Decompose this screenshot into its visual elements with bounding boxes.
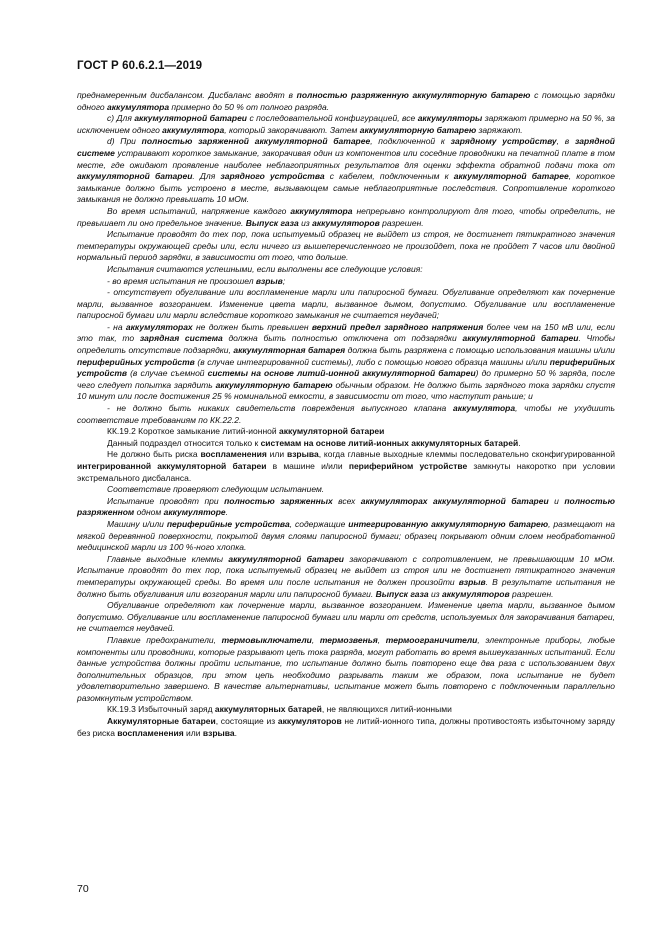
paragraph [77,496,615,519]
paragraph [77,426,615,438]
page-number: 70 [77,883,89,895]
text-run: и [548,495,565,506]
bold-term: периферийных устройств [77,356,616,379]
bold-term: воспламенения [117,727,184,738]
bold-term: полностью заряженных [224,495,333,506]
bold-term: периферийные устройства [166,518,290,529]
text-run: ) до примерно 50 % заряда, после чего следует попытка зарядить [77,368,615,390]
text-run: или [183,727,203,738]
text-run: не должен быть превышен [192,321,312,332]
text-run: всех [332,495,361,506]
text-run: , [377,634,386,645]
text-run: обычным образом. Не должно быть зарядного тока зарядки спустя 10 минут или после достижения 25 % номинальной емкости, в зависимости от того, что наступит раньше; и [77,379,615,402]
text-run: из [298,217,313,228]
paragraph [77,206,615,229]
bold-term: аккумулятора [162,124,225,135]
text-run: Плавкие предохранители, [107,634,222,645]
text-run: , содержащие [289,518,349,529]
text-run: . Чтобы определить отсутствие подзарядки, [77,333,615,356]
bold-term: аккумуляторе [163,507,226,518]
text-run: , короткое замыкание должно быть устроено в месте, вызывающем самые неблагоприятные последствия. Сопротивление короткого замыкания не должно превышать 10 мОм. [77,171,615,205]
text-run: заряжают. [476,124,523,135]
text-run: одном [134,507,164,518]
text-run: (в случае съемной [127,368,208,379]
text-run: ; [282,275,286,286]
bold-term: периферийном устройстве [348,461,468,471]
text-run: . [518,437,521,448]
paragraph [77,322,615,403]
bold-term: аккумуляторной батареи [77,171,193,182]
paragraph [77,113,615,136]
text-run: замкнуты накоротко при условии экстремального дисбаланса. [77,461,615,483]
text-run: - на [107,321,126,332]
bold-term: верхний предел зарядного напряжения [311,321,484,332]
bold-term: аккумуляторной батареи [279,426,385,437]
text-run: должна быть полностью отключена от подзарядки [222,333,463,344]
text-run: Главные выходные клеммы [107,553,229,564]
text-run: , не являющихся литий-ионными [321,704,452,715]
text-run: в машине и/или [266,461,349,471]
paragraph [77,90,615,113]
text-run: Испытания считаются успешными, если выполнены все следующие условия: [107,263,423,274]
text-run: с кабелем, подключенным к [324,171,454,182]
bold-term: полностью заряженной аккумуляторной батарее [141,136,371,147]
bold-term: полностью разряженном [77,495,616,518]
bold-term: зарядного устройства [220,171,325,182]
text-run: . В результате испытания не должно быть обугливания или возгорания марли или папиросной бумаги. [77,576,615,599]
paragraph [77,519,615,554]
text-run: , чтобы не ухудшить соответствие требованиям по КК.22.2. [77,403,616,425]
bold-term: системам на основе литий-ионных аккумуляторных батарей [260,437,519,448]
text-run: с помощью зарядки одного [77,90,616,112]
text-run: Не должно быть риска [107,449,201,460]
text-run: должна быть разряжена с помощью использования машины и/или [345,345,615,356]
text-run: непрерывно контролируют для того, чтобы определить, не превышает ли оно предельное значение. [77,205,615,228]
document-body [77,90,615,739]
text-run: КК.19.2 Короткое замыкание литий-ионной [107,426,280,437]
text-run: Во время испытаний, напряжение каждого [107,205,291,216]
bold-term: зарядному устройству [450,136,557,147]
paragraph [77,264,615,276]
text-run: из [428,588,442,599]
bold-term: аккумуляторную батарею [359,124,477,135]
text-run: не литий-ионного типа, должны противостоять избыточному заряду без риска [77,716,616,738]
text-run: Машину и/или [107,518,167,529]
bold-term: интегрированную аккумуляторную батарею [348,518,549,529]
text-run: примерно до 50 % от полного разряда. [169,101,330,112]
text-run: КК.19.3 Избыточный заряд [107,704,215,715]
bold-term: аккумуляторной батареи [228,553,344,564]
paragraph [77,716,615,739]
text-run: разрешен. [509,588,554,599]
paragraph [77,600,615,635]
paragraph [77,704,615,716]
text-run: Обугливание определяют как почернение марли, вызванное возгоранием. Изменение цвета марли, вызванное дымом допустимо. Обугливание или воспламенение папиросной бумаги или марли от средств, используемых для закорачивания батареи, не считается неудачей. [77,600,615,634]
text-run: , размещают на мягкой деревянной поверхности, покрытой двумя слоями папиросной бумаги; образец покрывают одним слоем необработанной медицинской марли из 100 %-ного хлопка. [77,518,615,553]
text-run: заряжают примерно на 50 %, за исключением одного [77,113,615,135]
bold-term: зарядной системе [77,136,615,158]
paragraph [77,136,615,206]
bold-term: аккумуляторной батареи [462,333,579,344]
bold-term: взрыва [202,727,235,738]
text-run: , в [556,136,575,147]
paragraph [77,403,615,426]
bold-term: полностью разряженную аккумуляторную батарею [296,90,531,100]
bold-term: Аккумуляторные батареи [107,716,216,727]
text-run: - не должно быть никаких свидетельств повреждения выпускного клапана [107,403,454,414]
bold-term: термозвенья [319,634,378,645]
bold-term: периферийных устройств [77,356,195,367]
bold-term: зарядная система [139,333,223,344]
bold-term: аккумуляторной батареи [134,113,247,124]
paragraph [77,229,615,264]
text-run: преднамеренным дисбалансом. Дисбаланс вводят в [77,90,297,100]
paragraph [77,635,615,705]
text-run: Испытание проводят при [107,495,225,506]
bold-term: системы на основе литий-ионной аккумуляторной батареи [207,368,476,379]
text-run: c) Для [107,113,135,124]
bold-term: аккумуляторная батарея [233,345,346,356]
bold-term: взрыва [286,449,319,460]
text-run: разрешен. [379,217,424,228]
text-run: Соответствие проверяют следующим испытанием. [107,484,325,495]
bold-term: термовыключатели [221,634,312,645]
bold-term: аккумуляторных батарей [214,704,322,715]
paragraph [77,554,615,600]
bold-term: аккумулятора [453,403,516,414]
bold-term: аккумуляторов [312,217,380,228]
text-run: - отсутствует обугливание или воспламенение марли или папиросной бумаги. Обугливание определяют как почернение марли, вызванное возгоранием. Изменение цвета марли, вызванное дымом, допустимо. Обугливание или воспламенение папиросной бумаги или марли вследствие короткого замыкания не считается неудачей; [77,287,615,321]
text-run: d) При [107,136,142,147]
paragraph [77,438,615,450]
text-run: , электронные приборы, любые компоненты или проводники, которые разрывают цепь тока разряда, могут работать во время вышеуказанных испытаний. Если данные устройства должны пройти испытание, то испытание должно быть повторено еще два раза с использованием двух дополнительных образцов, при этом цепь необходимо разрывать таким же образом, пока испытание не будет удовлетворительно завершено. В качестве альтернативы, испытание может быть повторено с подключенным параллельно разомкнутым устройством. [77,634,615,703]
text-run: (в случае интегрированной системы), либо с помощью нового образца машины и/или [194,356,550,367]
text-run: или [266,449,287,460]
text-run: закорачивают с сопротивлением, не превышающим 10 мОм. Испытание проводят до тех пор, пока испытуемый образец не выйдет из строя или не достигнет пятикратного значения температуры окружающей среды. Во время или после испытания не должен произойти [77,553,615,587]
text-run: Испытание проводят до тех пор, пока испытуемый образец не выйдет из строя, не достигнет пятикратного значения температуры окружающей среды или, если ничего из вышеперечисленного не произойдет, пока не пройдет 7 часов или двойной нормальный период зарядки, в зависимости от того, что дольше. [77,229,615,263]
paragraph [77,484,615,496]
text-run: . [234,727,237,738]
text-run: . [225,507,229,518]
bold-term: интегрированной аккумуляторной батареи [77,461,267,471]
text-run: , [311,634,320,645]
bold-term: Выпуск газа [375,588,429,599]
text-run: более чем на 150 мВ или, если это так, то [77,321,615,344]
text-run: , когда главные выходные клеммы последовательно сконфигурированной [318,449,615,460]
bold-term: аккумуляторов [277,716,342,727]
bold-term: термоограничители [385,634,478,645]
text-run: устраивают короткое замыкание, закорачивая один из компонентов или соседние проводники на печатной плате в том месте, где ожидают проявление наиболее неблагоприятных результатов для оценки эффекта обратной подачи тока от [77,147,615,170]
paragraph [77,449,615,484]
text-run: - во время испытания не произошел [107,275,256,286]
text-run: с последовательной конфигурацией, все [247,113,418,124]
bold-term: аккумулятора [107,101,170,112]
bold-term: аккумуляторы [417,113,483,124]
bold-term: взрыв [255,275,283,286]
paragraph [77,287,615,322]
document-header: ГОСТ Р 60.6.2.1—2019 [77,60,203,72]
bold-term: аккумуляторную батарею [215,379,333,390]
text-run: Данный подраздел относится только к [107,437,261,448]
bold-term: воспламенения [200,449,267,460]
text-run: , состоящие из [215,716,278,727]
paragraph [77,276,615,288]
bold-term: аккумуляторной батарее [453,171,569,182]
bold-term: аккумуляторов [441,588,510,599]
bold-term: Выпуск газа [245,217,299,228]
bold-term: взрыв [458,576,486,587]
bold-term: аккумуляторах аккумуляторной батареи [360,495,549,506]
text-run: . Для [192,171,221,182]
bold-term: аккумуляторах [125,321,193,332]
text-run: , который закорачивают. Затем [224,124,360,135]
bold-term: аккумулятора [290,205,353,216]
text-run: , подключенной к [370,136,451,147]
